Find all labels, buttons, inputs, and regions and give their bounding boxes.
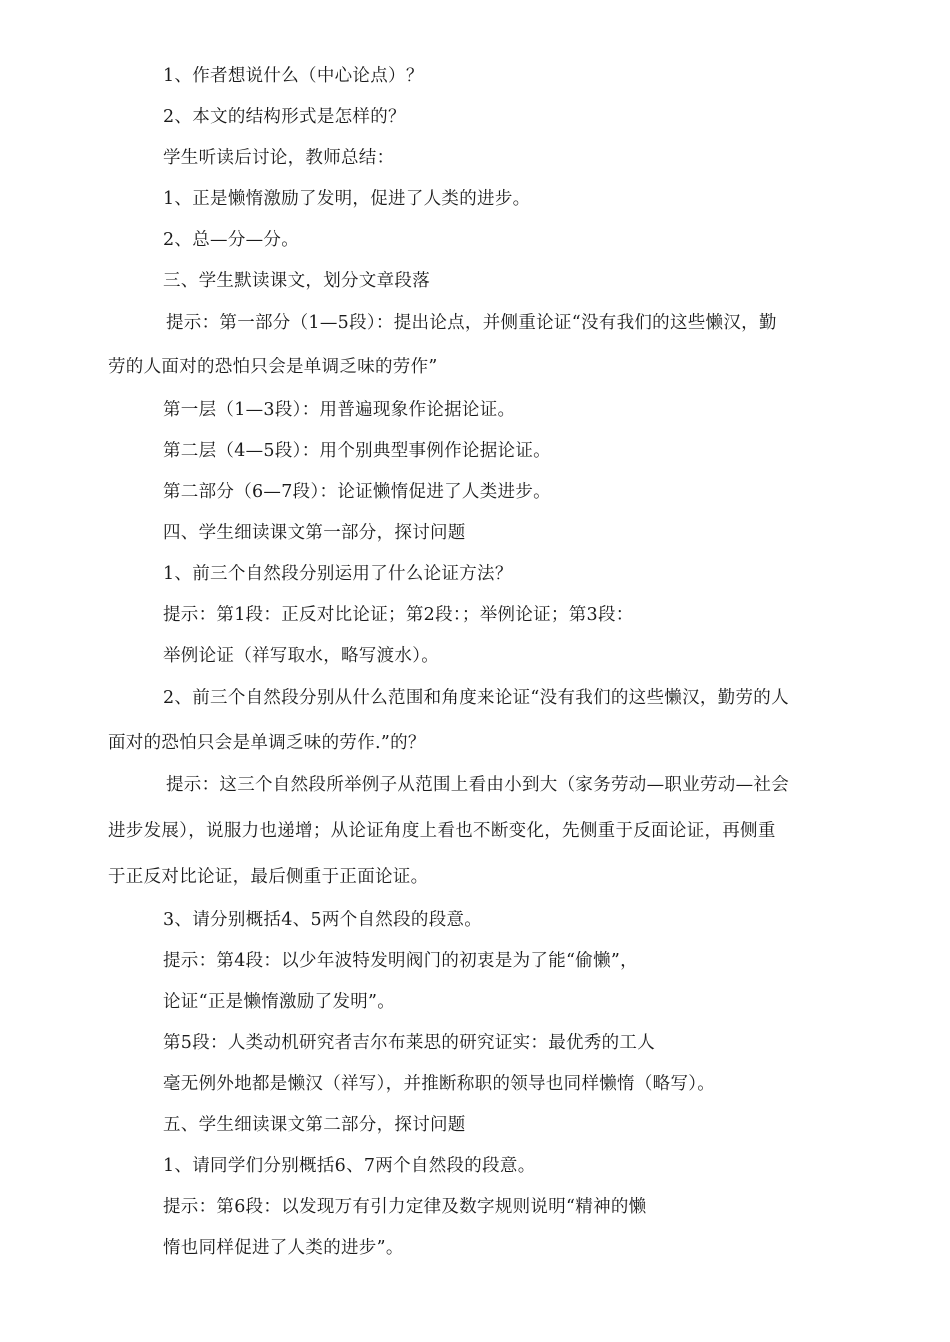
text-line: 2、总—分—分。 [163,230,300,250]
text-line: 1、请同学们分别概括6、7两个自然段的段意。 [163,1156,536,1176]
text-line: 面对的恐怕只会是单调乏味的劳作.”的？ [108,733,426,753]
text-line: 提示：第一部分（1—5段）：提出论点，并侧重论证“没有我们的这些懒汉，勤 [166,313,777,333]
text-line: 2、前三个自然段分别从什么范围和角度来论证“没有我们的这些懒汉，勤劳的人 [163,688,789,708]
text-line: 于正反对比论证，最后侧重于正面论证。 [108,867,429,887]
text-line: 1、正是懒惰激励了发明，促进了人类的进步。 [163,189,531,209]
text-line: 第二部分（6—7段）：论证懒惰促进了人类进步。 [163,482,551,502]
section-heading: 三、学生默读课文，划分文章段落 [163,271,430,291]
text-line: 提示：第4段：以少年波特发明阀门的初衷是为了能“偷懒”， [163,951,638,971]
text-line: 劳的人面对的恐怕只会是单调乏味的劳作” [108,357,438,377]
text-line: 第一层（1—3段）：用普遍现象作论据论证。 [163,400,516,420]
text-line: 3、请分别概括4、5两个自然段的段意。 [163,910,483,930]
section-heading: 四、学生细读课文第一部分，探讨问题 [163,523,466,543]
text-line: 2、本文的结构形式是怎样的？ [163,107,406,127]
text-line: 提示：第6段：以发现万有引力定律及数字规则说明“精神的懒 [163,1197,647,1217]
text-line: 第5段：人类动机研究者吉尔布莱思的研究证实：最优秀的工人 [163,1033,656,1053]
text-line: 进步发展），说服力也递增；从论证角度上看也不断变化，先侧重于反面论证，再侧重 [108,821,776,841]
text-line: 举例论证（祥写取水，略写渡水）。 [163,646,440,666]
text-line: 论证“正是懒惰激励了发明”。 [163,992,396,1012]
text-line: 惰也同样促进了人类的进步”。 [163,1238,404,1258]
text-line: 毫无例外地都是懒汉（祥写），并推断称职的领导也同样懒惰（略写）。 [163,1074,716,1094]
text-line: 1、前三个自然段分别运用了什么论证方法？ [163,564,513,584]
section-heading: 五、学生细读课文第二部分，探讨问题 [163,1115,466,1135]
text-line: 学生听读后讨论，教师总结： [163,148,395,168]
text-line: 提示：第1段：正反对比论证；第2段：；举例论证；第3段： [163,605,634,625]
text-line: 第二层（4—5段）：用个别典型事例作论据论证。 [163,441,551,461]
text-line: 提示：这三个自然段所举例子从范围上看由小到大（家务劳动—职业劳动—社会 [166,775,789,795]
text-line: 1、作者想说什么（中心论点）？ [163,66,424,86]
